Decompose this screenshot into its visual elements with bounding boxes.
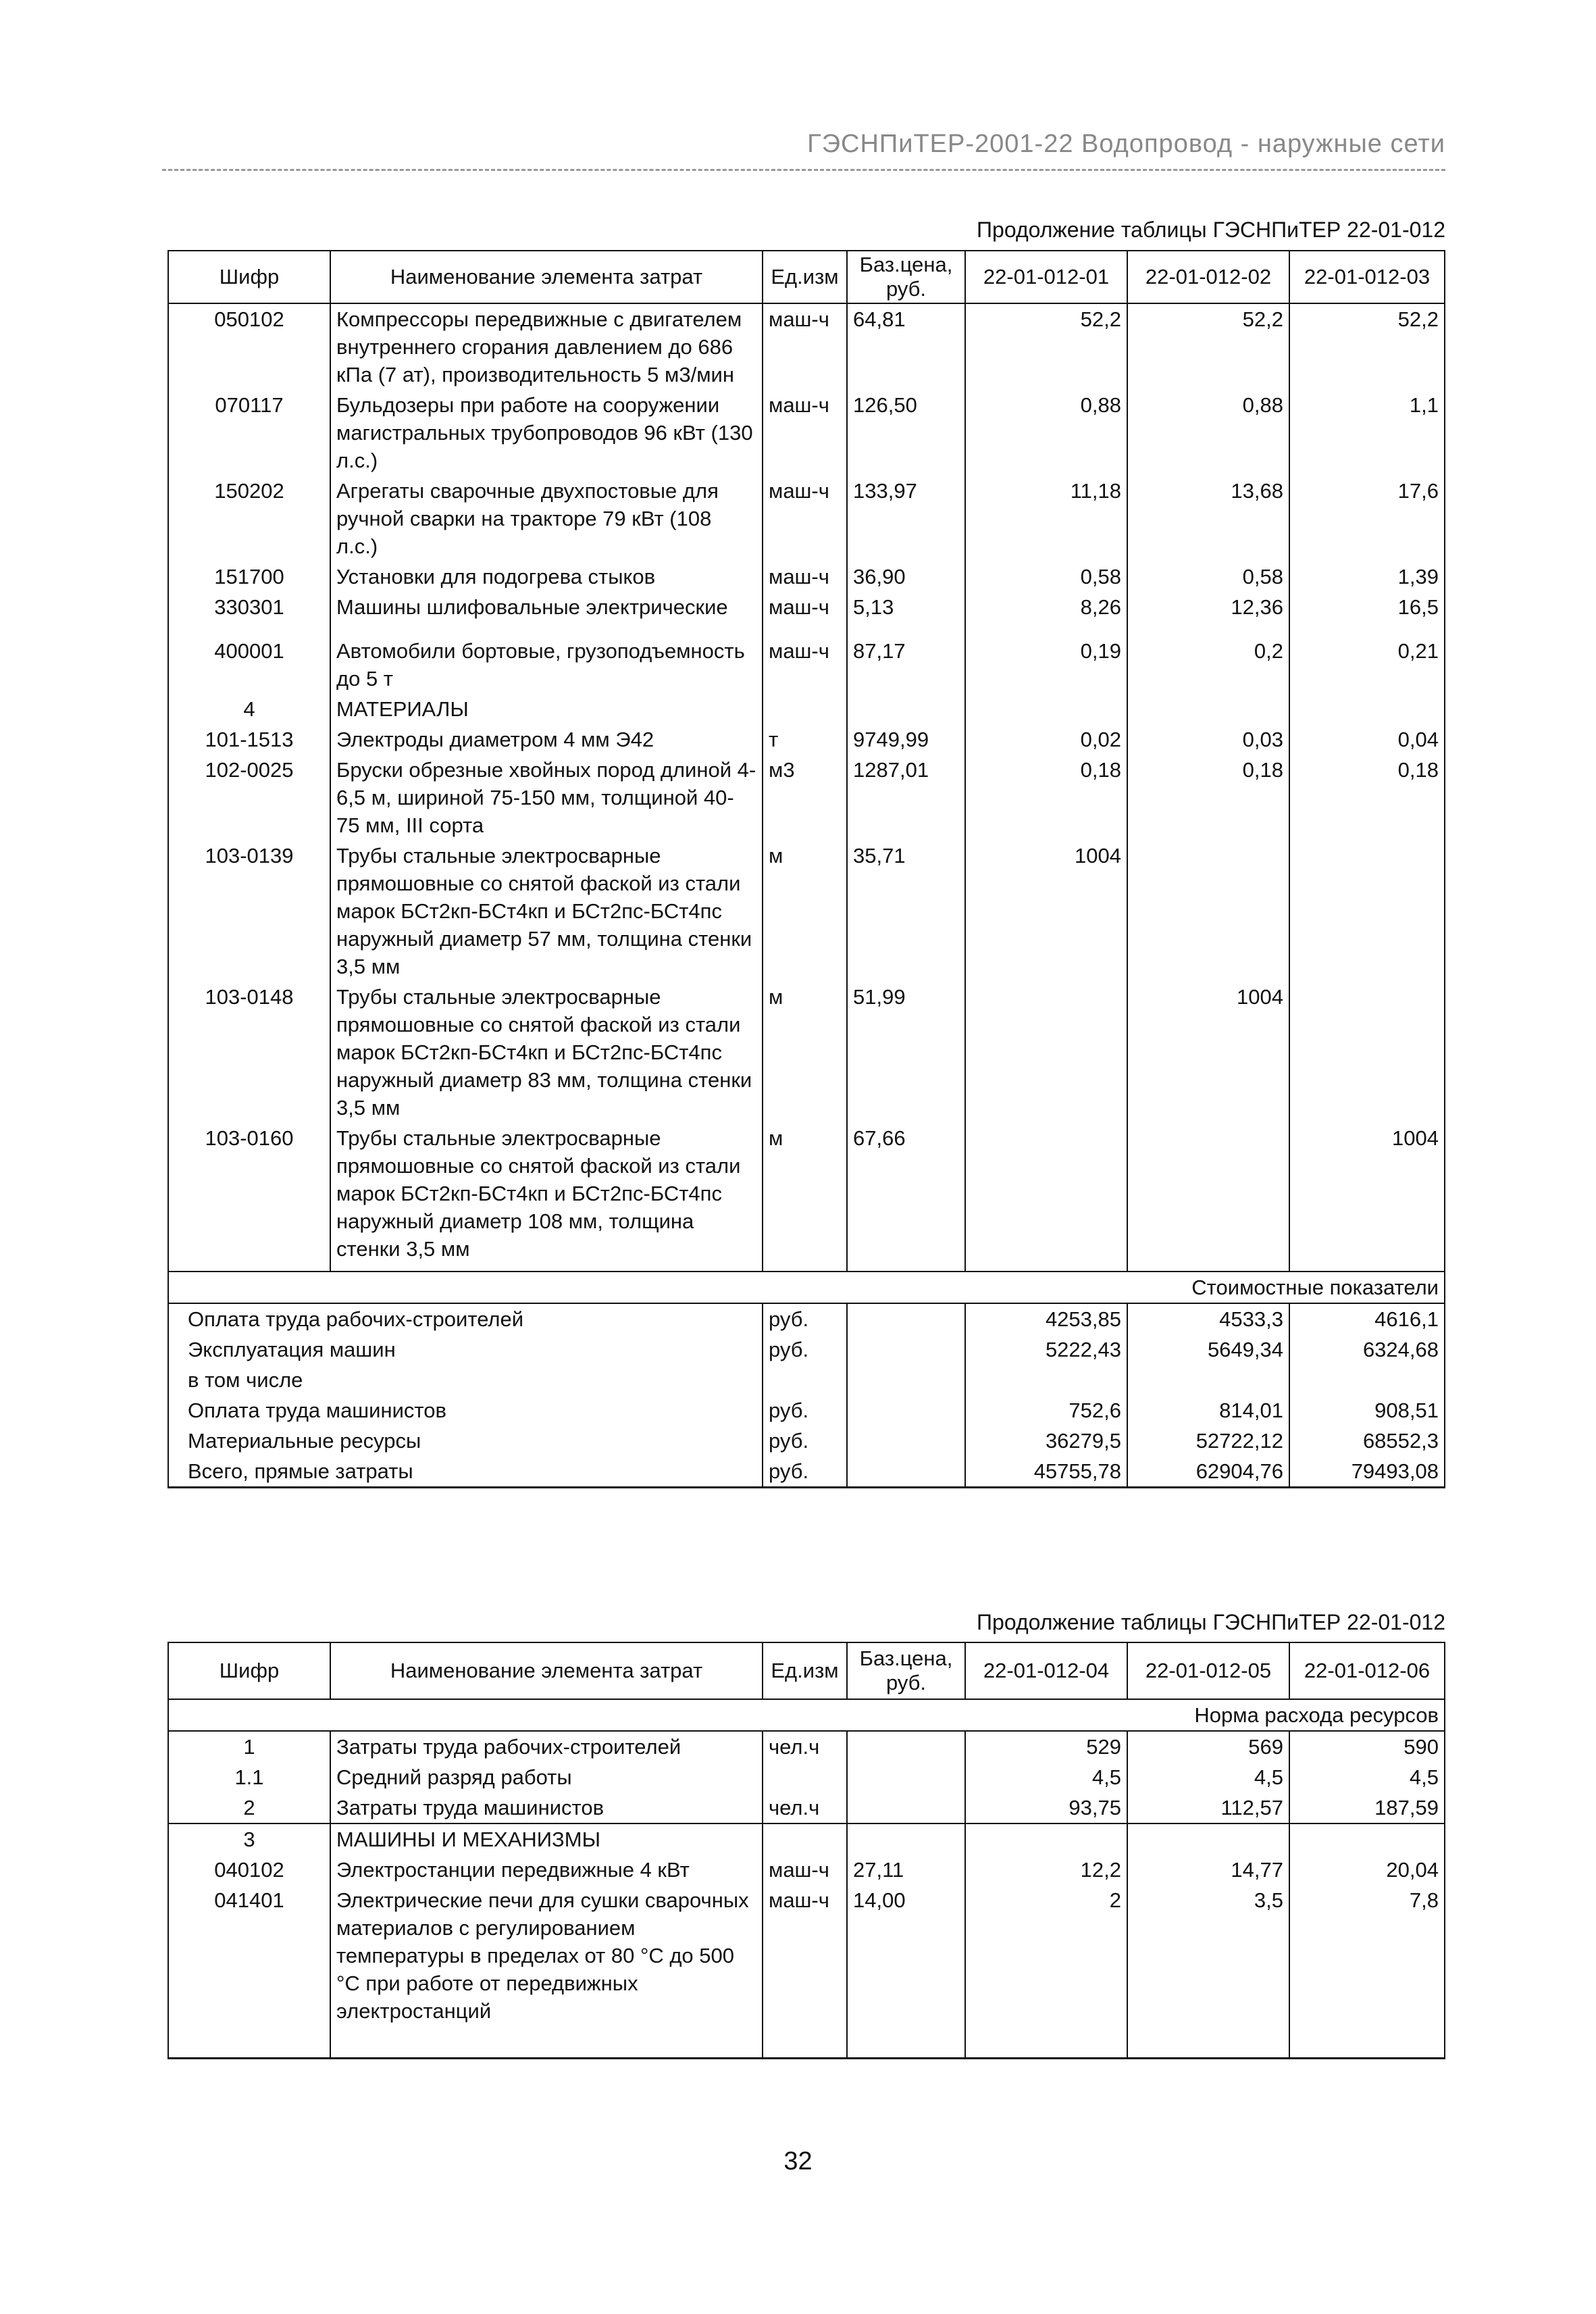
- cell-value: 569: [1127, 1731, 1289, 1762]
- cell-name: Трубы стальные электросварные прямошовные со снятой фаской из стали марок БСт2кп-БСт4кп и БСт2пс-БСт4пс наружный диаметр 108 мм, толщина стенки 3,5 мм: [330, 1123, 763, 1272]
- cell-price: 36,90: [847, 561, 965, 592]
- page-number: 32: [783, 2147, 813, 2175]
- cell-name: Машины шлифовальные электрические: [330, 592, 763, 636]
- table-row: [168, 840, 1445, 982]
- column-header-unit: Ед.изм: [763, 251, 847, 303]
- table-row: [168, 592, 1445, 636]
- cost-value: [1289, 1365, 1445, 1395]
- cell-value: 1004: [1127, 982, 1289, 1123]
- cost-price-empty: [847, 1303, 965, 1334]
- cell-code: 3: [168, 1823, 330, 1855]
- cell-price: [847, 694, 965, 724]
- cell-price: 14,00: [847, 1885, 965, 2059]
- cost-label: Оплата труда машинистов: [168, 1395, 763, 1426]
- cost-price-empty: [847, 1456, 965, 1488]
- cost-unit: руб.: [763, 1426, 847, 1456]
- column-header-norm-03: 22-01-012-03: [1289, 251, 1445, 303]
- table-row: [168, 390, 1445, 476]
- cell-price: 133,97: [847, 476, 965, 561]
- cell-code: 150202: [168, 476, 330, 561]
- column-header-norm-01: 22-01-012-01: [965, 251, 1127, 303]
- cost-label: в том числе: [168, 1365, 763, 1395]
- cell-code: 101-1513: [168, 724, 330, 755]
- table-row: [168, 476, 1445, 561]
- cell-value: [965, 1823, 1127, 1855]
- cell-value: 52,2: [1289, 303, 1445, 390]
- table-row: [168, 1731, 1445, 1762]
- cell-price: 27,11: [847, 1855, 965, 1885]
- cell-price: [847, 1731, 965, 1762]
- cost-unit: руб.: [763, 1303, 847, 1334]
- column-header-price: Баз.цена, руб.: [847, 251, 965, 303]
- cell-unit: т: [763, 724, 847, 755]
- cell-price: 126,50: [847, 390, 965, 476]
- cost-value: 752,6: [965, 1395, 1127, 1426]
- cost-row: [168, 1334, 1445, 1365]
- cell-code: 040102: [168, 1855, 330, 1885]
- cell-code: 041401: [168, 1885, 330, 2059]
- cell-value: 0,19: [965, 636, 1127, 694]
- cell-code: 103-0148: [168, 982, 330, 1123]
- cost-value: 52722,12: [1127, 1426, 1289, 1456]
- table2-caption: Продолжение таблицы ГЭСНПиТЕР 22-01-012: [977, 1610, 1445, 1634]
- cell-code: 151700: [168, 561, 330, 592]
- cell-name: МАШИНЫ И МЕХАНИЗМЫ: [330, 1823, 763, 1855]
- cost-value: 5649,34: [1127, 1334, 1289, 1365]
- cell-value: 0,18: [1289, 755, 1445, 840]
- cost-value: 908,51: [1289, 1395, 1445, 1426]
- cell-unit: маш-ч: [763, 592, 847, 636]
- cell-name: Агрегаты сварочные двухпостовые для ручной сварки на тракторе 79 кВт (108 л.с.): [330, 476, 763, 561]
- cell-code: 2: [168, 1792, 330, 1823]
- table-row: [168, 1885, 1445, 2059]
- cell-value: [1127, 694, 1289, 724]
- cell-name: Средний разряд работы: [330, 1762, 763, 1792]
- column-header-price: Баз.цена, руб.: [847, 1642, 965, 1699]
- cost-value: 45755,78: [965, 1456, 1127, 1488]
- cell-price: 64,81: [847, 303, 965, 390]
- table1: [168, 250, 1445, 1488]
- cost-row: [168, 1395, 1445, 1426]
- table-row: [168, 561, 1445, 592]
- cell-value: 11,18: [965, 476, 1127, 561]
- cost-unit: руб.: [763, 1456, 847, 1488]
- cell-name: Трубы стальные электросварные прямошовные со снятой фаской из стали марок БСт2кп-БСт4кп и БСт2пс-БСт4пс наружный диаметр 83 мм, толщина стенки 3,5 мм: [330, 982, 763, 1123]
- table1-caption: Продолжение таблицы ГЭСНПиТЕР 22-01-012: [977, 218, 1445, 242]
- cell-unit: маш-ч: [763, 1885, 847, 2059]
- cost-label: Эксплуатация машин: [168, 1334, 763, 1365]
- norm-section-title: Норма расхода ресурсов: [168, 1699, 1445, 1731]
- table-row: [168, 724, 1445, 755]
- cell-name: Компрессоры передвижные с двигателем внутреннего сгорания давлением до 686 кПа (7 ат), производительность 5 м3/мин: [330, 303, 763, 390]
- cell-value: [1127, 840, 1289, 982]
- cell-value: 93,75: [965, 1792, 1127, 1823]
- cost-section-title: Стоимостные показатели: [168, 1272, 1445, 1303]
- cost-value: 4533,3: [1127, 1303, 1289, 1334]
- cell-value: 187,59: [1289, 1792, 1445, 1823]
- cell-price: 35,71: [847, 840, 965, 982]
- table-row: [168, 1855, 1445, 1885]
- cell-price: 51,99: [847, 982, 965, 1123]
- cell-unit: м: [763, 840, 847, 982]
- cell-price: 67,66: [847, 1123, 965, 1272]
- column-header-code: Шифр: [168, 1642, 330, 1699]
- cost-value: [965, 1365, 1127, 1395]
- table-row: [168, 1123, 1445, 1272]
- cell-value: 4,5: [965, 1762, 1127, 1792]
- cell-name: Установки для подогрева стыков: [330, 561, 763, 592]
- cell-value: [1127, 1823, 1289, 1855]
- cell-value: 0,58: [1127, 561, 1289, 592]
- table1-header-row: [168, 251, 1445, 303]
- cell-value: 529: [965, 1731, 1127, 1762]
- cell-value: [1289, 840, 1445, 982]
- cell-value: 13,68: [1127, 476, 1289, 561]
- cell-unit: маш-ч: [763, 303, 847, 390]
- column-header-norm-04: 22-01-012-04: [965, 1642, 1127, 1699]
- cell-value: [965, 694, 1127, 724]
- norm-section-row: [168, 1699, 1445, 1731]
- cell-value: 0,88: [965, 390, 1127, 476]
- cell-name: Бульдозеры при работе на сооружении магистральных трубопроводов 96 кВт (130 л.с.): [330, 390, 763, 476]
- cell-name: Трубы стальные электросварные прямошовные со снятой фаской из стали марок БСт2кп-БСт4кп и БСт2пс-БСт4пс наружный диаметр 57 мм, толщина стенки 3,5 мм: [330, 840, 763, 982]
- cell-code: 050102: [168, 303, 330, 390]
- cell-unit: маш-ч: [763, 1855, 847, 1885]
- table-row: [168, 636, 1445, 694]
- cost-price-empty: [847, 1395, 965, 1426]
- cell-value: 0,2: [1127, 636, 1289, 694]
- cell-value: 8,26: [965, 592, 1127, 636]
- cell-value: 0,18: [1127, 755, 1289, 840]
- table2-header-row: [168, 1642, 1445, 1699]
- cell-value: 1004: [965, 840, 1127, 982]
- cell-value: 14,77: [1127, 1855, 1289, 1885]
- cell-code: 4: [168, 694, 330, 724]
- cell-value: [1289, 1823, 1445, 1855]
- cell-name: Электростанции передвижные 4 кВт: [330, 1855, 763, 1885]
- cell-name: Электрические печи для сушки сварочных материалов с регулированием температуры в пределах от 80 °С до 500 °С при работе от передвижных электростанций: [330, 1885, 763, 2059]
- cell-value: 52,2: [1127, 303, 1289, 390]
- cell-name: Бруски обрезные хвойных пород длиной 4-6,5 м, шириной 75-150 мм, толщиной 40-75 мм, III сорта: [330, 755, 763, 840]
- cell-code: 1.1: [168, 1762, 330, 1792]
- cost-label: Всего, прямые затраты: [168, 1456, 763, 1488]
- cell-price: [847, 1792, 965, 1823]
- cell-value: 1,1: [1289, 390, 1445, 476]
- cell-value: 112,57: [1127, 1792, 1289, 1823]
- cell-unit: м: [763, 982, 847, 1123]
- cell-name: Автомобили бортовые, грузоподъемность до 5 т: [330, 636, 763, 694]
- cost-row: [168, 1303, 1445, 1334]
- header-rule: [162, 169, 1445, 171]
- column-header-norm-02: 22-01-012-02: [1127, 251, 1289, 303]
- cell-value: [965, 1123, 1127, 1272]
- cell-value: 0,88: [1127, 390, 1289, 476]
- cell-value: 12,36: [1127, 592, 1289, 636]
- cell-value: [1127, 1123, 1289, 1272]
- column-header-name: Наименование элемента затрат: [330, 1642, 763, 1699]
- cell-value: 20,04: [1289, 1855, 1445, 1885]
- cost-value: 6324,68: [1289, 1334, 1445, 1365]
- cell-code: 102-0025: [168, 755, 330, 840]
- table2: [168, 1642, 1445, 2059]
- cell-code: 103-0139: [168, 840, 330, 982]
- cost-unit: руб.: [763, 1395, 847, 1426]
- cost-price-empty: [847, 1334, 965, 1365]
- column-header-unit: Ед.изм: [763, 1642, 847, 1699]
- cell-value: 17,6: [1289, 476, 1445, 561]
- column-header-norm-06: 22-01-012-06: [1289, 1642, 1445, 1699]
- cost-unit: [763, 1365, 847, 1395]
- cell-name: Затраты труда рабочих-строителей: [330, 1731, 763, 1762]
- cost-value: 4253,85: [965, 1303, 1127, 1334]
- cell-code: 330301: [168, 592, 330, 636]
- table-row: [168, 755, 1445, 840]
- cost-value: 4616,1: [1289, 1303, 1445, 1334]
- table-row: [168, 303, 1445, 390]
- cell-unit: м3: [763, 755, 847, 840]
- cell-value: 52,2: [965, 303, 1127, 390]
- cell-value: 0,03: [1127, 724, 1289, 755]
- cell-value: 12,2: [965, 1855, 1127, 1885]
- cell-price: 5,13: [847, 592, 965, 636]
- cost-value: 62904,76: [1127, 1456, 1289, 1488]
- cell-value: 1004: [1289, 1123, 1445, 1272]
- running-header: ГЭСНПиТЕР-2001-22 Водопровод - наружные сети: [807, 130, 1445, 158]
- table-row: [168, 1792, 1445, 1823]
- cell-code: 103-0160: [168, 1123, 330, 1272]
- column-header-norm-05: 22-01-012-05: [1127, 1642, 1289, 1699]
- cell-value: 0,18: [965, 755, 1127, 840]
- cell-value: 0,21: [1289, 636, 1445, 694]
- cell-value: 0,58: [965, 561, 1127, 592]
- cell-unit: чел.ч: [763, 1792, 847, 1823]
- cell-value: 0,04: [1289, 724, 1445, 755]
- cell-unit: [763, 1762, 847, 1792]
- cell-value: 2: [965, 1885, 1127, 2059]
- cell-name: Электроды диаметром 4 мм Э42: [330, 724, 763, 755]
- cell-unit: [763, 1823, 847, 1855]
- cell-price: [847, 1823, 965, 1855]
- cell-code: 070117: [168, 390, 330, 476]
- cell-price: 87,17: [847, 636, 965, 694]
- cell-unit: маш-ч: [763, 390, 847, 476]
- cell-value: 16,5: [1289, 592, 1445, 636]
- cost-row: [168, 1365, 1445, 1395]
- cell-unit: маш-ч: [763, 476, 847, 561]
- cell-name: Затраты труда машинистов: [330, 1792, 763, 1823]
- cost-price-empty: [847, 1365, 965, 1395]
- cost-unit: руб.: [763, 1334, 847, 1365]
- cell-value: 0,02: [965, 724, 1127, 755]
- cost-section-row: [168, 1272, 1445, 1303]
- cost-value: 814,01: [1127, 1395, 1289, 1426]
- cost-row: [168, 1426, 1445, 1456]
- cost-value: 79493,08: [1289, 1456, 1445, 1488]
- cell-unit: маш-ч: [763, 561, 847, 592]
- cell-price: [847, 1762, 965, 1792]
- cell-value: 4,5: [1289, 1762, 1445, 1792]
- cell-code: 1: [168, 1731, 330, 1762]
- cell-value: [1289, 694, 1445, 724]
- cost-label: Материальные ресурсы: [168, 1426, 763, 1456]
- cell-value: 590: [1289, 1731, 1445, 1762]
- cell-value: 3,5: [1127, 1885, 1289, 2059]
- column-header-name: Наименование элемента затрат: [330, 251, 763, 303]
- cell-value: 1,39: [1289, 561, 1445, 592]
- table-row: [168, 694, 1445, 724]
- cell-unit: чел.ч: [763, 1731, 847, 1762]
- cell-unit: [763, 694, 847, 724]
- table-row: [168, 1762, 1445, 1792]
- cell-unit: маш-ч: [763, 636, 847, 694]
- cost-value: 36279,5: [965, 1426, 1127, 1456]
- cell-code: 400001: [168, 636, 330, 694]
- cost-value: 5222,43: [965, 1334, 1127, 1365]
- column-header-code: Шифр: [168, 251, 330, 303]
- cell-price: 9749,99: [847, 724, 965, 755]
- cell-name: МАТЕРИАЛЫ: [330, 694, 763, 724]
- cell-unit: м: [763, 1123, 847, 1272]
- table-row: [168, 1823, 1445, 1855]
- cell-value: [1289, 982, 1445, 1123]
- cell-value: [965, 982, 1127, 1123]
- cell-price: 1287,01: [847, 755, 965, 840]
- cell-value: 7,8: [1289, 1885, 1445, 2059]
- cost-value: 68552,3: [1289, 1426, 1445, 1456]
- cost-label: Оплата труда рабочих-строителей: [168, 1303, 763, 1334]
- cell-value: 4,5: [1127, 1762, 1289, 1792]
- cost-value: [1127, 1365, 1289, 1395]
- table-row: [168, 982, 1445, 1123]
- cost-price-empty: [847, 1426, 965, 1456]
- cost-row: [168, 1456, 1445, 1488]
